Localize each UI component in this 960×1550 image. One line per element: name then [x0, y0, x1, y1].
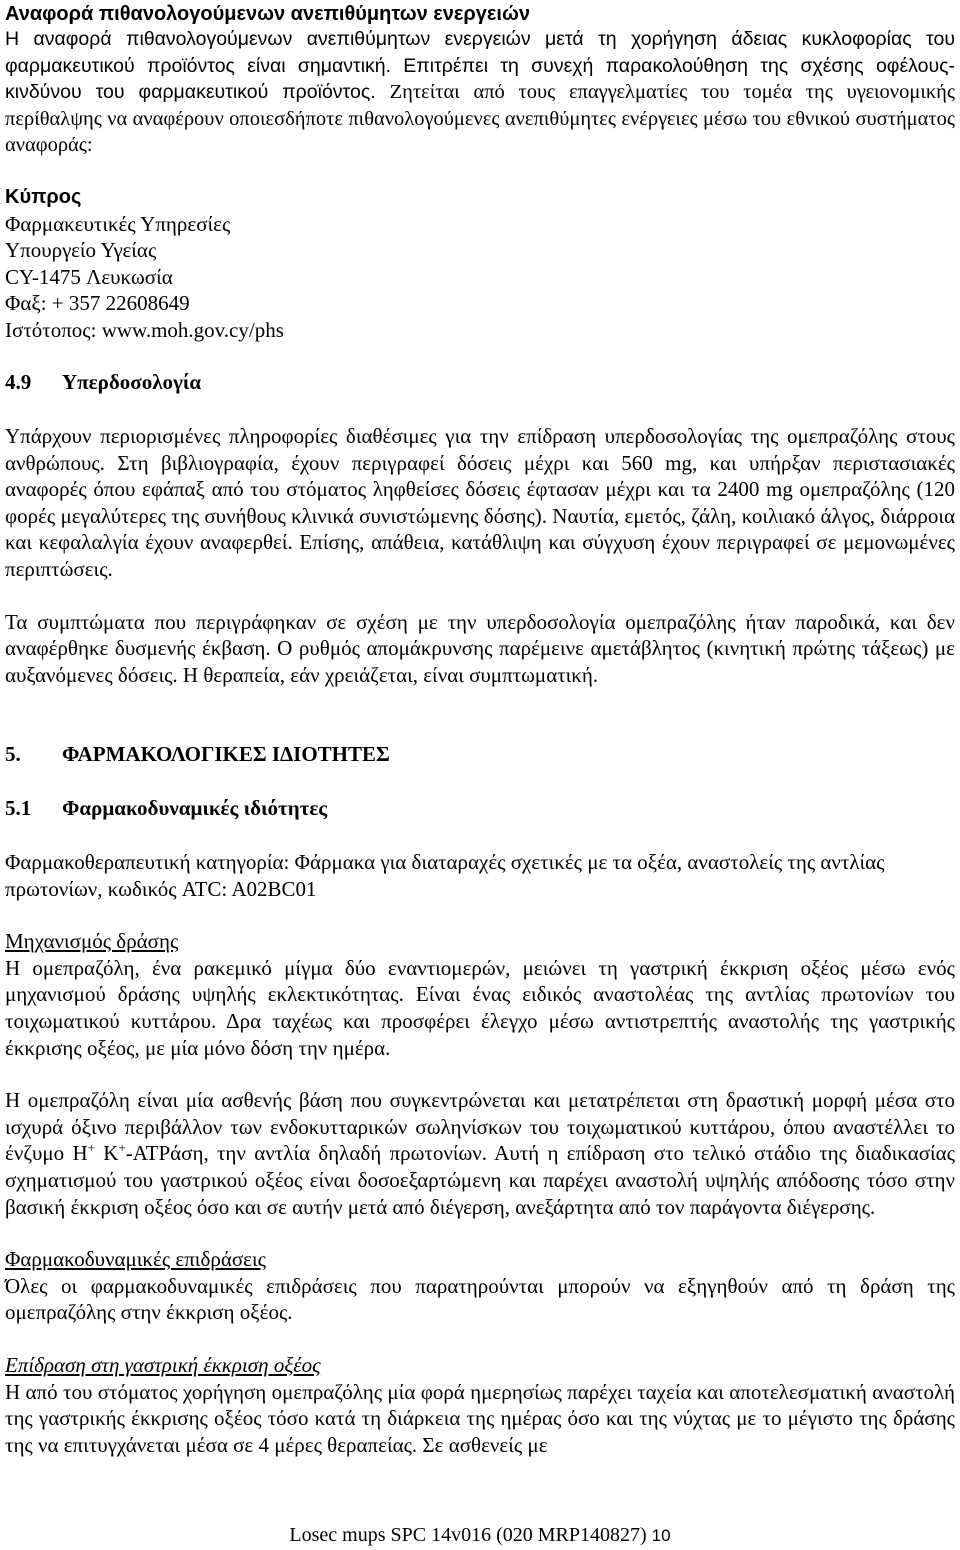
- section-5-heading: [5, 741, 955, 768]
- section-5-number: 5.: [5, 742, 21, 766]
- adverse-reactions-block: [5, 2, 955, 159]
- adverse-reactions-paragraph: [5, 26, 955, 159]
- overdose-paragraph-1: Υπάρχουν περιορισμένες πληροφορίες διαθέσιμες για την επίδραση υπερδοσολογίας της ομεπραζόλης στους ανθρώπους. Στη βιβλιογραφία, έχουν περιγραφεί δόσεις μέχρι και 560 mg, και υπήρξαν περιστασιακές αναφορές όπου εφάπαξ από του στόματος ληφθείσες δόσεις έφτασαν μέχρι και τα 2400 mg ομεπραζόλης (120 φορές μεγαλύτερες της συνήθους κλινικά συνιστώμενης δόσης). Ναυτία, εμετός, ζάλη, κοιλιακό άλγος, διάρροια και κεφαλαλγία έχουν αναφερθεί. Επίσης, απάθεια, κατάθλιψη και σύγχυση έχουν περιγραφεί σε μεμονωμένες περιπτώσεις.: [5, 424, 955, 581]
- mechanism-paragraph-2: [5, 1087, 955, 1220]
- gastric-acid-paragraph: Η από του στόματος χορήγηση ομεπραζόλης μία φορά ημερησίως παρέχει ταχεία και αποτελεσματική αναστολή της γαστρικής έκκρισης οξέος τόσο κατά τη διάρκεια της ημέρας όσο και της νύχτας με το μέγιστο της δράσης της να επιτυγχάνεται μέσα σε 4 μέρες θεραπείας. Σε ασθενείς με: [5, 1379, 955, 1457]
- contact-fax: Φαξ: + 357 22608649: [5, 291, 190, 316]
- superscript-plus-k: +: [118, 1140, 126, 1156]
- contact-country: Κύπρος: [5, 186, 82, 208]
- section-5-1-body: [5, 849, 955, 1458]
- mechanism-text-b: -ATPάση, την αντλία δηλαδή πρωτονίων. Αυτή η επίδραση στο τελικό στάδιο της διαδικασίας σχηματισμού του γαστρικού οξέος είναι δοσοεξαρτώμενη και παρέχει αναστολή υψηλής απόδοσης τόσο στην βασική έκκριση οξέος όσο και σε αυτήν μετά από διέγερση, ανεξάρτητα από τον παράγοντα διέγερσης.: [5, 1141, 956, 1219]
- section-5-1-number: 5.1: [5, 796, 32, 820]
- mechanism-text-a: Η ομεπραζόλη είναι μία ασθενής βάση που συγκεντρώνεται και μετατρέπεται στη δραστική μορφή μέσα στο ισχυρά όξινο περιβάλλον των ενδοκυτταρικών σωληνίσκων του τοιχωματικού κυττάρου, όπου αναστέλλει το ένζυμο H: [5, 1088, 955, 1166]
- gastric-acid-heading: Επίδραση στη γαστρική έκκριση οξέος: [5, 1352, 321, 1377]
- adverse-reactions-text-a: Η αναφορά πιθανολογούμενων ανεπιθύμητων ενεργειών μετά τη χορήγηση άδειας κυκλοφορίας του φαρμακευτικού προϊόντος είναι σημαντική. Επιτρέπει τη συνεχή παρακολούθηση της σχέσης οφέλους-κινδύνου του φαρμακευτικού προϊόντος.: [5, 28, 955, 104]
- superscript-plus-h: +: [87, 1140, 95, 1156]
- page-footer: [0, 1522, 960, 1549]
- pd-effects-heading: Φαρμακοδυναμικές επιδράσεις: [5, 1247, 266, 1272]
- pd-effects-paragraph: Όλες οι φαρμακοδυναμικές επιδράσεις που παρατηρούνται μπορούν να εξηγηθούν από τη δράση της ομεπραζόλης στην έκκριση οξέος.: [5, 1273, 955, 1325]
- mechanism-text-k: K: [94, 1141, 119, 1166]
- atc-paragraph: Φαρμακοθεραπευτική κατηγορία: Φάρμακα για διαταραχές σχετικές με τα οξέα, αναστολείς της αντλίας πρωτονίων, κωδικός ATC: A02BC01: [5, 850, 885, 901]
- section-5-1-title: Φαρμακοδυναμικές ιδιότητες: [62, 796, 328, 820]
- contact-line2: Υπουργείο Υγείας: [5, 238, 157, 263]
- footer-page-number: 10: [651, 1526, 671, 1545]
- footer-document-id: Losec mups SPC 14v016 (020 MRP140827): [289, 1524, 647, 1546]
- mechanism-paragraph-1: Η ομεπραζόλη, ένα ρακεμικό μίγμα δύο εναντιομερών, μειώνει τη γαστρική έκκριση οξέος μέσω ενός μηχανισμού δράσης υψηλής εκλεκτικότητας. Είναι ένας ειδικός αναστολέας της αντλίας πρωτονίων του τοιχωματικού κυττάρου. Δρα ταχέως και προσφέρει έλεγχο μέσω αντιστρεπτής αναστολής της γαστρικής έκκρισης οξέος, με μία μόνο δόση την ημέρα.: [5, 955, 955, 1060]
- section-4-9-body: [5, 423, 955, 688]
- adverse-reactions-text-b: Ζητείται από τους επαγγελματίες του τομέα της υγειονομικής περίθαλψης να αναφέρουν οποιεσδήποτε πιθανολογούμενες ανεπιθύμητες ενέργειες μέσω του εθνικού συστήματος αναφοράς:: [5, 81, 956, 157]
- section-5-1-heading: [5, 795, 955, 822]
- section-4-9-heading: [5, 369, 955, 396]
- contact-line3: CY-1475 Λευκωσία: [5, 264, 173, 289]
- contact-line1: Φαρμακευτικές Υπηρεσίες: [5, 211, 231, 236]
- mechanism-heading: Μηχανισμός δράσης: [5, 929, 179, 954]
- contact-block: [5, 184, 955, 344]
- overdose-paragraph-2: Τα συμπτώματα που περιγράφηκαν σε σχέση με την υπερδοσολογία ομεπραζόλης ήταν παροδικά, και δεν αναφέρθηκε δυσμενής έκβαση. Ο ρυθμός απομάκρυνσης παρέμεινε αμετάβλητος (κινητική πρώτης τάξεως) με αυξανόμενες δόσεις. Η θεραπεία, εάν χρειάζεται, είναι συμπτωματική.: [5, 609, 955, 687]
- adverse-reactions-title: Αναφορά πιθανολογούμενων ανεπιθύμητων ενεργειών: [5, 3, 530, 25]
- contact-website: Ιστότοπος: www.moh.gov.cy/phs: [5, 317, 284, 342]
- section-4-9-title: Υπερδοσολογία: [62, 370, 202, 394]
- section-5-title: ΦΑΡΜΑΚΟΛΟΓΙΚΕΣ ΙΔΙΟΤΗΤΕΣ: [62, 742, 390, 766]
- section-4-9-number: 4.9: [5, 370, 32, 394]
